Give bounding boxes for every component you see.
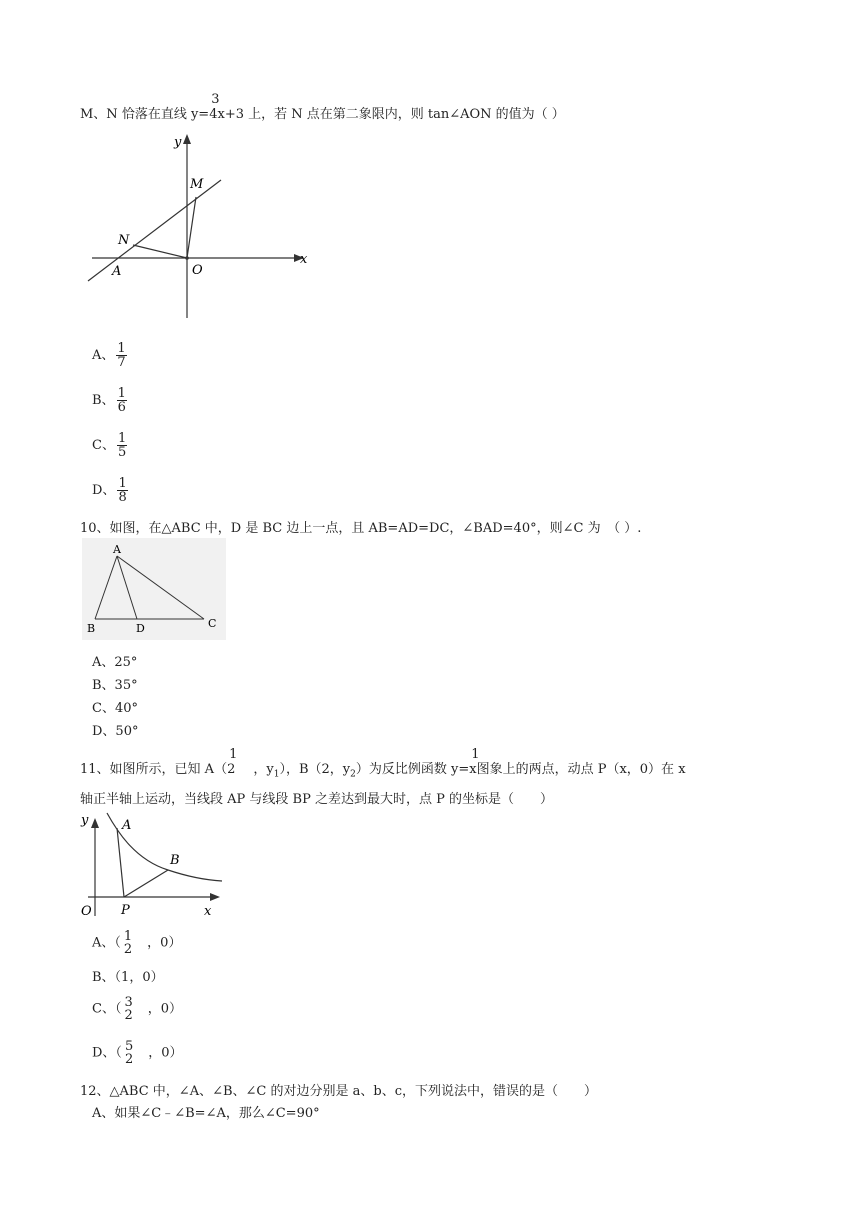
q9-label-o: O [192, 263, 203, 278]
q11-stem-line2: 轴正半轴上运动，当线段 AP 与线段 BP 之差达到最大时，点 P 的坐标是（ ） [80, 792, 553, 807]
q9-stem-part-b: x+3 上，若 N 点在第二象限内，则 tan∠AON 的值为（ ） [217, 107, 565, 122]
q10-figure-background [82, 538, 226, 640]
q12-option-a[interactable]: A、如果∠C﹣∠B=∠A，那么∠C=90° [92, 1106, 320, 1121]
q11-option-d[interactable]: D、（ 5 2 ，0） [92, 1039, 183, 1067]
q10-option-d[interactable]: D、50° [92, 724, 139, 739]
q11-option-b[interactable]: B、（1，0） [92, 970, 164, 985]
q10-label-c: C [208, 617, 217, 630]
q9-stem-part-a: M、N 恰落在直线 y= [80, 107, 210, 122]
q9-y-arrow-icon [183, 134, 191, 144]
q9-segment-on [133, 245, 187, 258]
q10-option-b[interactable]: B、35° [92, 678, 138, 693]
q11-label-o: O [81, 904, 92, 919]
q11-option-c-fraction: 3 2 [124, 995, 133, 1023]
q9-option-a-fraction: $\frac{1}{7}$ [117, 341, 126, 370]
q11-stem-line1: 11、如图所示，已知 A（ 1 2 ，$y_1$），B（2，$y_2$）为反比例函数 y= 1 x图象上的两点，动点 P（x，0）在 x [80, 747, 686, 780]
q9-option-c[interactable]: C、 $\frac{1}{5}$ [92, 431, 127, 460]
q10-stem: 10、如图，在△ABC 中，D 是 BC 边上一点，且 AB=AD=DC，∠BAD=40°，则∠C 为 （ ）. [80, 521, 642, 536]
q9-option-c-fraction: $\frac{1}{5}$ [117, 431, 127, 460]
q9-label-x: x [300, 252, 308, 267]
q9-label-y: y [174, 135, 182, 150]
q9-slope-fraction: 3 4 [209, 92, 220, 122]
q10-label-b: B [87, 622, 96, 635]
q9-option-b-fraction: $\frac{1}{6}$ [117, 386, 126, 415]
q10-figure [82, 538, 226, 640]
q10-option-c[interactable]: C、40° [92, 701, 138, 716]
q11-figure [76, 808, 226, 920]
q11-option-c[interactable]: C、（ 3 2 ，0） [92, 995, 183, 1023]
q12-stem: 12、△ABC 中，∠A、∠B、∠C 的对边分别是 a、b、c，下列说法中，错误的是（ ） [80, 1084, 597, 1099]
q11-label-a: A [122, 818, 132, 833]
q11-x-arrow-icon [210, 893, 220, 901]
q9-figure [84, 130, 314, 320]
q9-option-d[interactable]: D、 $\frac{1}{8}$ [92, 476, 127, 505]
q9-option-a[interactable]: A、 $\frac{1}{7}$ [92, 341, 126, 370]
q11-segment-bp [124, 870, 168, 897]
q9-option-b[interactable]: B、 $\frac{1}{6}$ [92, 386, 126, 415]
q11-label-b: B [170, 853, 180, 868]
q11-label-p: P [121, 903, 130, 918]
q9-segment-om [187, 197, 196, 258]
q11-option-d-fraction: 5 2 [124, 1039, 134, 1067]
q11-label-y: y [81, 813, 89, 828]
q9-option-d-fraction: $\frac{1}{8}$ [118, 476, 127, 505]
q9-label-a: A [112, 264, 122, 279]
q11-a-fraction: 1 2 [227, 747, 238, 777]
q10-option-a[interactable]: A、25° [92, 655, 138, 670]
q10-label-d: D [136, 622, 145, 635]
q9-stem [80, 92, 565, 122]
q11-label-x: x [204, 904, 212, 919]
q11-function-fraction: 1 x [469, 747, 480, 777]
q10-label-a: A [113, 543, 121, 556]
q11-option-a[interactable]: A、（ 1 2 ，0） [92, 929, 182, 957]
q11-y-arrow-icon [91, 818, 99, 828]
q9-label-m: M [190, 177, 204, 192]
q9-label-n: N [118, 233, 130, 248]
q11-option-a-fraction: 1 2 [123, 929, 133, 957]
q9-origin-dot [185, 256, 189, 260]
